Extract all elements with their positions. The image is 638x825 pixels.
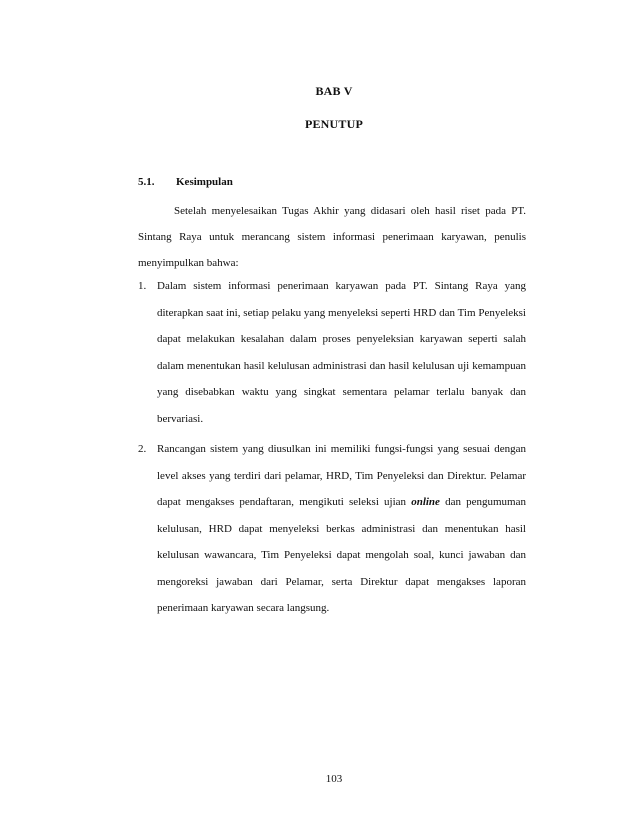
page-number: 103 xyxy=(325,773,343,785)
section-number: 5.1. xyxy=(138,176,155,188)
list-item-text: Dalam sistem informasi penerimaan karyawan pada PT. Sintang Raya yang diterapkan saat ini, setiap pelaku yang menyeleksi seperti HRD dan Tim Penyeleksi dapat melakukan kesalahan dalam proses penyeleksian karyawan seperti salah dalam menentukan hasil kelulusan administrasi dan hasil kelulusan uji kemampuan yang disebabkan waktu yang singkat sementara pelamar terlalu banyak dan bervariasi. xyxy=(157,280,526,425)
list-item xyxy=(138,273,526,432)
list-item-text-part: dan pengumuman kelulusan, HRD dapat menyeleksi berkas administrasi dan menentukan hasil kelulusan wawancara, Tim Penyeleksi dapat mengolah soal, kunci jawaban dan mengoreksi jawaban dari Pelamar, serta Direktur dapat mengakses laporan penerimaan karyawan secara langsung. xyxy=(157,496,526,614)
list-item-text-part: Rancangan sistem yang diusulkan ini memiliki fungsi-fungsi yang sesuai dengan level akses yang terdiri dari pelamar, HRD, Tim Penyeleksi dan Direktur. Pelamar dapat mengakses pendaftaran, mengikuti seleksi ujian xyxy=(157,443,526,508)
section-title: Kesimpulan xyxy=(176,176,233,188)
section-heading xyxy=(138,176,233,188)
list-item-text xyxy=(157,436,526,622)
chapter-title: PENUTUP xyxy=(304,117,364,131)
emphasized-term: online xyxy=(411,496,440,508)
chapter-label: BAB V xyxy=(315,84,353,98)
intro-paragraph: Setelah menyelesaikan Tugas Akhir yang didasari oleh hasil riset pada PT. Sintang Raya untuk merancang sistem informasi penerimaan karyawan, penulis menyimpulkan bahwa: xyxy=(138,205,526,269)
list-item-marker: 2. xyxy=(138,443,147,455)
list-item-marker: 1. xyxy=(138,280,147,292)
list-item xyxy=(138,436,526,622)
